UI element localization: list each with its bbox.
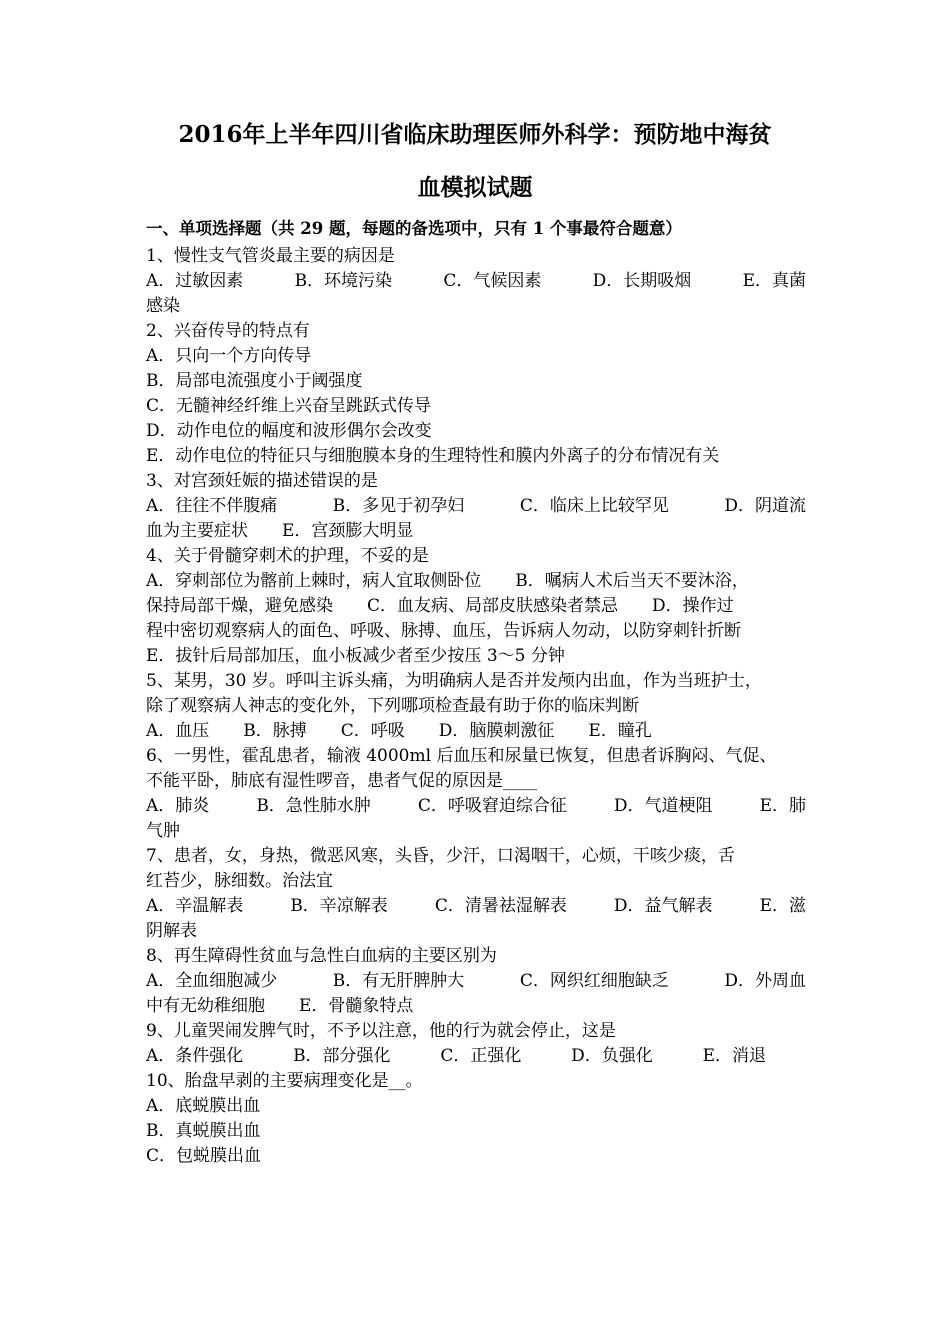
option-a: A．过敏因素 <box>146 271 244 291</box>
question-5-stem-cont: 除了观察病人神志的变化外，下列哪项检查最有助于你的临床判断 <box>146 696 639 716</box>
question-9-stem: 9、儿童哭闹发脾气时，不予以注意，他的行为就会停止，这是 <box>146 1021 616 1041</box>
option-c: C．呼吸窘迫综合征 <box>417 796 567 816</box>
question-4-options: A．穿刺部位为髂前上棘时，病人宜取侧卧位 B．嘱病人术后当天不要沐浴， <box>146 571 749 591</box>
question-9-options <box>146 1048 766 1065</box>
option-b: B．有无肝脾肿大 <box>332 971 465 991</box>
question-1-options-cont: 感染 <box>146 296 180 316</box>
question-3-options <box>146 498 806 515</box>
option-d: D．长期吸烟 <box>592 271 692 291</box>
question-8-stem: 8、再生障碍性贫血与急性白血病的主要区别为 <box>146 946 497 966</box>
option-b: B．多见于初孕妇 <box>332 496 465 516</box>
option-c: C．网织红细胞缺乏 <box>519 971 669 991</box>
option-d: D．益气解表 <box>613 896 713 916</box>
option-d: D．气道梗阻 <box>613 796 713 816</box>
option-a: A．底蜕膜出血 <box>146 1096 261 1116</box>
question-3-options-cont: 血为主要症状 E．宫颈膨大明显 <box>146 521 414 541</box>
option-a: A．肺炎 <box>146 796 210 816</box>
question-5-options: A．血压 B．脉搏 C．呼吸 D．脑膜刺激征 E．瞳孔 <box>146 721 652 741</box>
option-c: C．临床上比较罕见 <box>519 496 669 516</box>
page-title: 2016年上半年四川省临床助理医师外科学：预防地中海贫 <box>178 121 772 148</box>
option-d: D．外周血 <box>724 971 806 991</box>
question-4-options-cont: 保持局部干燥，避免感染 C．血友病、局部皮肤感染者禁忌 D．操作过 <box>146 596 734 616</box>
section-header: 一、单项选择题（共 29 题，每题的备选项中，只有 1 个事最符合题意） <box>146 219 682 238</box>
option-a: A．只向一个方向传导 <box>146 346 312 366</box>
question-7-stem: 7、患者，女，身热，微恶风寒，头昏，少汗，口渴咽干，心烦，干咳少痰，舌 <box>146 846 735 866</box>
option-a: A．条件强化 <box>146 1046 244 1066</box>
question-10-stem: 10、胎盘早剥的主要病理变化是__。 <box>146 1071 423 1091</box>
question-6-options-cont: 气肿 <box>146 821 180 841</box>
question-7-stem-cont: 红苔少，脉细数。治法宜 <box>146 871 333 891</box>
question-1-stem: 1、慢性支气管炎最主要的病因是 <box>146 246 395 266</box>
option-b: B．辛凉解表 <box>290 896 388 916</box>
option-e: E．真菌 <box>742 271 806 291</box>
option-c: C．气候因素 <box>443 271 542 291</box>
question-7-options <box>146 898 806 915</box>
option-e: E．动作电位的特征只与细胞膜本身的生理特性和膜内外离子的分布情况有关 <box>146 446 720 466</box>
question-3-stem: 3、对宫颈妊娠的描述错误的是 <box>146 471 378 491</box>
option-d: D．负强化 <box>571 1046 653 1066</box>
question-5-stem: 5、某男，30 岁。呼叫主诉头痛，为明确病人是否并发颅内出血，作为当班护士， <box>146 671 762 691</box>
option-b: B．真蜕膜出血 <box>146 1121 261 1141</box>
option-e: E．肺 <box>759 796 806 816</box>
question-8-options-cont: 中有无幼稚细胞 E．骨髓象特点 <box>146 996 414 1016</box>
question-4-options-cont: 程中密切观察病人的面色、呼吸、脉搏、血压，告诉病人勿动，以防穿刺针折断 <box>146 621 741 641</box>
option-d: D．动作电位的幅度和波形偶尔会改变 <box>146 421 432 441</box>
option-b: B．部分强化 <box>293 1046 391 1066</box>
question-8-options <box>146 973 806 990</box>
option-e: E．消退 <box>702 1046 766 1066</box>
option-c: C．包蜕膜出血 <box>146 1146 262 1166</box>
question-4-options-cont: E．拔针后局部加压，血小板减少者至少按压 3～5 分钟 <box>146 646 565 666</box>
option-c: C．无髓神经纤维上兴奋呈跳跃式传导 <box>146 396 432 416</box>
option-b: B．急性肺水肿 <box>256 796 371 816</box>
question-6-stem-cont: 不能平卧，肺底有湿性啰音，患者气促的原因是____ <box>146 771 537 791</box>
option-d: D．阴道流 <box>724 496 806 516</box>
question-2-stem: 2、兴奋传导的特点有 <box>146 321 310 341</box>
option-e: E．滋 <box>759 896 806 916</box>
option-a: A．往往不伴腹痛 <box>146 496 278 516</box>
option-b: B．局部电流强度小于阈强度 <box>146 371 363 391</box>
option-c: C．正强化 <box>440 1046 522 1066</box>
question-6-stem: 6、一男性，霍乱患者，输液 4000ml 后血压和尿量已恢复，但患者诉胸闷、气促、 <box>146 746 777 766</box>
question-1-options <box>146 273 806 290</box>
question-4-stem: 4、关于骨髓穿刺术的护理，不妥的是 <box>146 546 429 566</box>
option-a: A．全血细胞减少 <box>146 971 278 991</box>
page-title-continued: 血模拟试题 <box>417 174 533 201</box>
question-7-options-cont: 阴解表 <box>146 921 197 941</box>
option-c: C．清暑祛湿解表 <box>434 896 567 916</box>
question-6-options <box>146 798 806 815</box>
option-b: B．环境污染 <box>294 271 393 291</box>
option-a: A．辛温解表 <box>146 896 244 916</box>
